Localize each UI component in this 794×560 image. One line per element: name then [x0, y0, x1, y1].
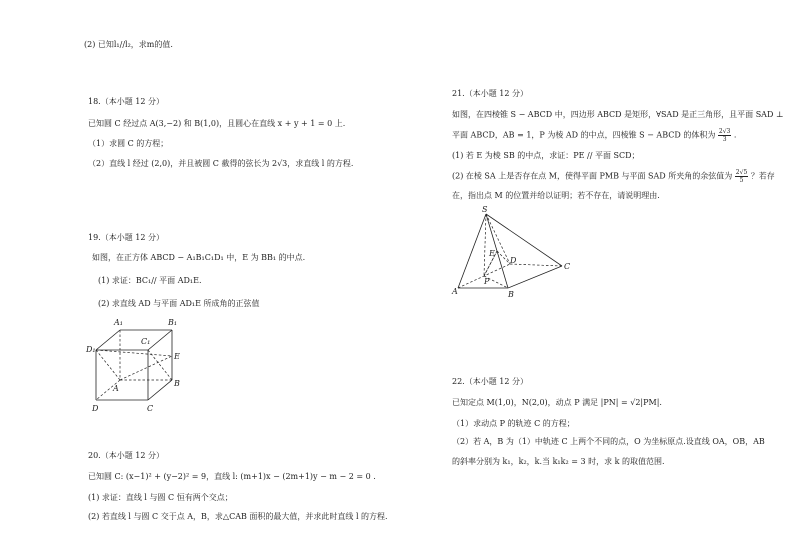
q22-part-1: （1）求动点 P 的轨迹 C 的方程；	[452, 419, 575, 428]
cube-label-B1: B₁	[168, 318, 178, 327]
pyramid-label-E: E	[489, 249, 495, 258]
pyramid-label-D: D	[510, 256, 517, 265]
q22-part-2-line-1: （2）若 A，B 为（1）中轨迹 C 上两个不同的点，O 为坐标原点.设直线 OA，OB，AB	[452, 437, 765, 446]
q22-header: 22.（本小题 12 分）	[452, 377, 528, 386]
q18-header: 18.（本小题 12 分）	[88, 97, 164, 106]
q20-header: 20.（本小题 12 分）	[88, 451, 164, 460]
cube-label-C1: C₁	[141, 337, 151, 346]
q18-part-1: （1）求圆 C 的方程；	[88, 139, 169, 148]
volume-denominator: 3	[722, 136, 727, 143]
cube-label-A: A	[113, 384, 119, 393]
pyramid-label-C: C	[564, 262, 571, 271]
q18-part-2: （2）直线 l 经过 (2,0)，并且被圆 C 截得的弦长为 2√3，求直线 l 的方程.	[88, 159, 354, 168]
cube-label-B: B	[174, 379, 180, 388]
pyramid-label-P: P	[484, 277, 490, 286]
q22-part-2-line-2: 的斜率分别为 k₁，k₂，k.当 k₁k₂ = 3 时，求 k 的取值范围.	[452, 457, 665, 466]
q21-part-1: (1) 若 E 为棱 SB 的中点，求证：PE // 平面 SCD；	[452, 151, 640, 160]
q21-header: 21.（本小题 12 分）	[452, 89, 528, 98]
q19-part-1: (1) 求证：BC₁// 平面 AD₁E.	[98, 276, 202, 285]
q21-part-2b: ？若存	[750, 171, 775, 181]
q19-part-2: (2) 求直线 AD 与平面 AD₁E 所成角的正弦值	[98, 299, 260, 308]
cube-label-E: E	[174, 352, 180, 361]
q21-part-2-line-1	[452, 169, 775, 184]
cube-label-C: C	[147, 404, 154, 413]
q20-stem: 已知圆 C: (x−1)² + (y−2)² = 9，直线 l: (m+1)x − (2m+1)y − m − 2 = 0 .	[88, 472, 376, 481]
q21-stem-line-2b: .	[733, 130, 737, 140]
q21-stem-line-2a: 平面 ABCD，AB = 1，P 为棱 AD 的中点，四棱锥 S − ABCD 的体积为	[452, 130, 716, 140]
pyramid-label-A: A	[452, 287, 458, 296]
pyramid-label-B: B	[508, 290, 514, 299]
pyramid-figure	[446, 204, 576, 300]
cosine-fraction	[735, 169, 748, 184]
q22-stem: 已知定点 M(1,0)，N(2,0)，动点 P 满足 |PN| = √2|PM|.	[452, 398, 662, 407]
volume-numerator: 2√3	[718, 128, 731, 135]
q21-part-2a: (2) 在棱 SA 上是否存在点 M，使得平面 PMB 与平面 SAD 所夹角的余弦值为	[452, 171, 733, 181]
q19-stem: 如图，在正方体 ABCD − A₁B₁C₁D₁ 中，E 为 BB₁ 的中点.	[92, 253, 306, 262]
prev-question-part-2: (2) 已知l₁//l₂，求m的值.	[84, 40, 173, 49]
volume-fraction	[718, 128, 731, 143]
pyramid-label-S: S	[482, 205, 488, 214]
q20-part-2: (2) 若直线 l 与圆 C 交于点 A，B，求△CAB 面积的最大值，并求此时直线 l 的方程.	[88, 512, 388, 521]
cube-label-D1: D₁	[86, 345, 96, 354]
q21-stem-line-1: 如图，在四棱锥 S − ABCD 中，四边形 ABCD 是矩形，∀SAD 是正三角形，且平面 SAD ⊥	[452, 110, 784, 119]
q21-part-2-line-2: 在，指出点 M 的位置并给以证明；若不存在，请说明理由.	[452, 191, 660, 200]
q20-part-1: (1) 求证：直线 l 与圆 C 恒有两个交点；	[88, 493, 233, 502]
cosine-denominator: 5	[739, 177, 744, 184]
cosine-numerator: 2√5	[735, 169, 748, 176]
q18-stem: 已知圆 C 经过点 A(3,−2) 和 B(1,0)，且圆心在直线 x + y + 1 = 0 上.	[88, 119, 346, 128]
q21-stem-line-2	[452, 128, 736, 143]
cube-label-D: D	[92, 404, 99, 413]
cube-figure	[84, 314, 194, 416]
q19-header: 19.（本小题 12 分）	[88, 233, 164, 242]
cube-label-A1: A₁	[114, 318, 123, 327]
